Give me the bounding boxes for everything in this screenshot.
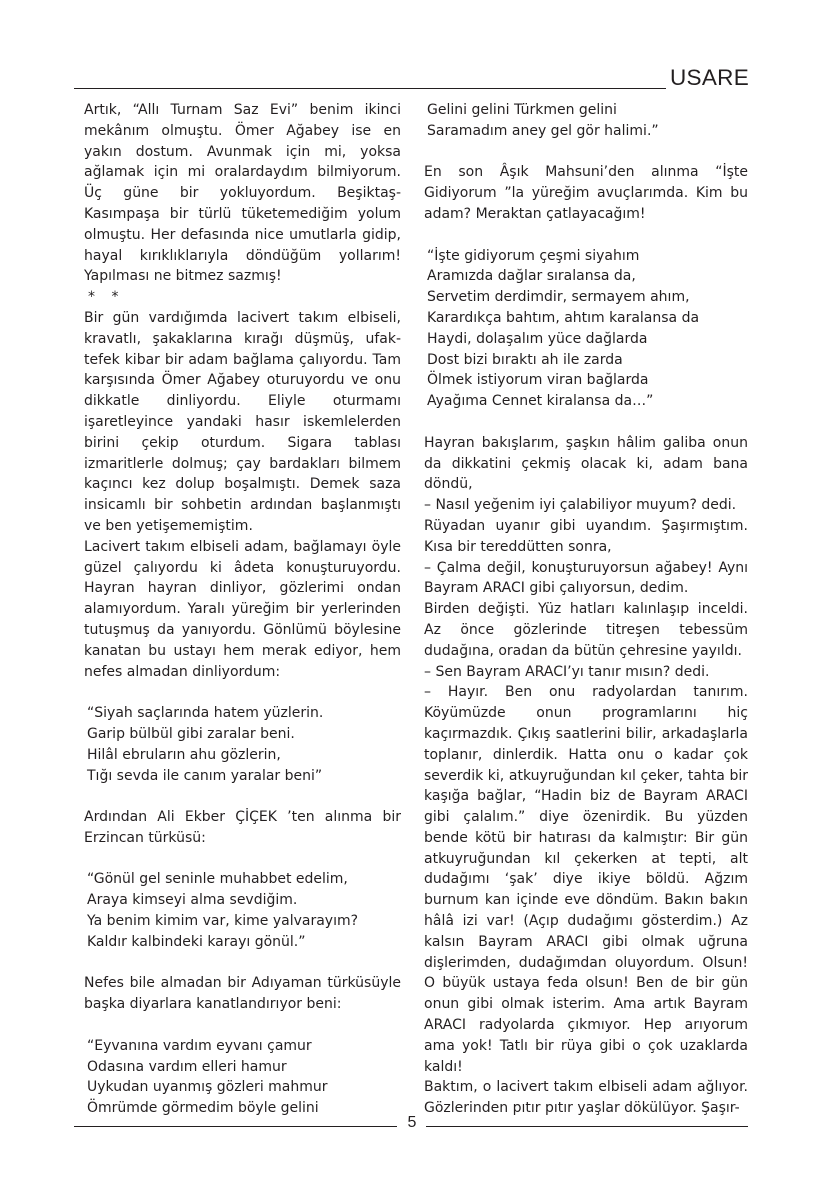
verse-line: Haydi, dolaşalım yüce dağlarda bbox=[427, 330, 648, 347]
footer-rule-right bbox=[426, 1126, 748, 1127]
dialogue-line: – Çalma değil, konuşturuyorsun ağabey! Aynı Bayram ARACI gibi çalıyorsun, dedim. bbox=[424, 559, 748, 597]
verse-line: Kaldır kalbindeki karayı gönül.” bbox=[87, 933, 306, 950]
verse-line: “Siyah saçlarında hatem yüzlerin. bbox=[87, 705, 324, 722]
verse-line: “İşte gidiyorum çeşmi siyahım bbox=[427, 247, 640, 264]
verse-line: Uykudan uyanmış gözleri mahmur bbox=[87, 1079, 328, 1096]
footer-rule-left bbox=[74, 1126, 397, 1127]
paragraph: Artık, “Allı Turnam Saz Evi” benim ikinci mekânım olmuştu. Ömer Ağabey ise en yakın dostum. Avunmak için mi, yoksa ağlamak için mi oralardaydım bilmiyorum. Üç güne bir yokluyordum. Beşiktaş-Kasımpaşa bir türlü tüketemediğim yolum olmuştu. Her defasında nice umutlarla gidip, hayal kırıklıklarıyla döndüğüm yollarım! Yapılması ne bitmez sazmış! bbox=[84, 102, 401, 285]
verse-line: Garip bülbül gibi zaralar beni. bbox=[87, 725, 295, 742]
header-rule bbox=[74, 88, 666, 89]
dialogue-line: – Nasıl yeğenim iyi çalabiliyor muyum? dedi. bbox=[424, 497, 737, 514]
page-number: 5 bbox=[407, 1114, 417, 1131]
verse-line: “Gönül gel seninle muhabbet edelim, bbox=[87, 871, 348, 888]
verse-line: Servetim derdimdir, sermayem ahım, bbox=[427, 289, 690, 306]
left-column bbox=[84, 100, 401, 1119]
running-header-title: USARE bbox=[670, 65, 750, 90]
verse-line: Karardıkça bahtım, ahtım karalansa da bbox=[427, 309, 700, 326]
paragraph: En son Âşık Mahsuni’den alınma “İşte Gidiyorum ”la yüreğim avuçlarımda. Kim bu adam? Meraktan çatlayacağım! bbox=[424, 164, 748, 222]
right-column bbox=[424, 100, 748, 1119]
verse-line: Ya benim kimim var, kime yalvarayım? bbox=[87, 913, 359, 930]
paragraph: Ardından Ali Ekber ÇİÇEK ’ten alınma bir Erzincan türküsü: bbox=[84, 809, 401, 846]
paragraph: Birden değişti. Yüz hatları kalınlaşıp inceldi. Az önce gözlerinde titreşen tebessüm dudağına, oradan da bütün çehresine yayıldı. bbox=[424, 601, 748, 659]
verse-line: Dost bizi bıraktı ah ile zarda bbox=[427, 351, 623, 368]
verse-line: Gelini gelini Türkmen gelini bbox=[427, 102, 617, 118]
verse-line: Araya kimseyi alma sevdiğim. bbox=[87, 892, 298, 909]
paragraph: Rüyadan uyanır gibi uyandım. Şaşırmıştım. Kısa bir tereddütten sonra, bbox=[424, 517, 748, 555]
dialogue-line: – Sen Bayram ARACI’yı tanır mısın? dedi. bbox=[424, 663, 710, 680]
verse-line: Saramadım aney gel gör halimi.” bbox=[427, 122, 659, 139]
paragraph: Lacivert takım elbiseli adam, bağlamayı öyle güzel çalıyordu ki âdeta konuşturuyordu. Hayran hayran dinliyor, gözlerimi ondan alamıyordum. Yaralı yüreğim bir yerlerinden tutuşmuş da yanıyordu. Gönlümü böylesine kanatan bu ustayı hem merak ediyor, hem nefes almadan dinliyordum: bbox=[84, 538, 401, 680]
paragraph: Bir gün vardığımda lacivert takım elbiseli, kravatlı, şakaklarına kırağı düşmüş, ufak-tefek kibar bir adam bağlama çalıyordu. Tam karşısında Ömer Ağabey oturuyordu ve onu dikkatle dinliyordu. Eliyle oturmamı işaretleyince yandaki hasır iskemlelerden birini çekip oturdum. Sigara tablası izmaritlerle dolmuş; çay bardakları bilmem kaçıncı kez dolup boşalmıştı. Demek saza insicamlı bir sohbetin ardından başlanmıştı ve ben yetişememiştim. bbox=[84, 309, 401, 534]
verse-line: Aramızda dağlar sıralansa da, bbox=[427, 268, 636, 285]
paragraph: Nefes bile almadan bir Adıyaman türküsüyle başka diyarlara kanatlandırıyor beni: bbox=[84, 975, 401, 1013]
verse-line: Ölmek istiyorum viran bağlarda bbox=[427, 372, 649, 389]
verse-line: Tığı sevda ile canım yaralar beni” bbox=[87, 767, 323, 784]
paragraph: Hayran bakışlarım, şaşkın hâlim galiba onun da dikkatini çekmiş olacak ki, adam bana döndü, bbox=[424, 434, 748, 493]
paragraph: Baktım, o lacivert takım elbiseli adam ağlıyor. Gözlerinden pıtır pıtır yaşlar dökülüyor. Şaşır- bbox=[424, 1079, 748, 1117]
section-break-stars: * * bbox=[88, 289, 125, 306]
verse-line: Ömrümde görmedim böyle gelini bbox=[87, 1100, 319, 1117]
verse-line: Odasına vardım elleri hamur bbox=[87, 1058, 287, 1075]
verse-line: Hilâl ebruların ahu gözlerin, bbox=[87, 746, 281, 763]
verse-line: Ayağıma Cennet kiralansa da…” bbox=[427, 393, 654, 410]
verse-line: “Eyvanına vardım eyvanı çamur bbox=[87, 1037, 312, 1054]
dialogue-line: – Hayır. Ben onu radyolardan tanırım. Köyümüzde onun programlarını hiç kaçırmazdık. Çıkış saatlerini bilir, arkadaşlarla toplanır, dinlerdik. Hatta onu o kadar çok severdik ki, atkuyruğundan kıl çeker, tahta bir kaşığa bağlar, “Hadin biz de Bayram ARACI gibi çalalım.” diye özenirdik. Bu yüzden bende kötü bir hatırası da kalmıştır: Bir gün atkuyruğundan kıl çekerken at tepti, alt dudağımı ‘şak’ diye ikiye böldü. Ağzım burnum kan içinde eve döndüm. Bakın bakın hâlâ izi var! (Açıp dudağımı gösterdim.) Az kalsın Bayram ARACI gibi olmak uğruna dişlerimden, dudağımdan oluyordum. Olsun! O büyük ustaya feda olsun! Ben de bir gün onun gibi olmak isterim. Ama artık Bayram ARACI radyolarda çıkmıyor. Hep arıyorum ama yok! Tatlı bir rüya gibi o çok uzaklarda kaldı! bbox=[424, 684, 748, 1075]
